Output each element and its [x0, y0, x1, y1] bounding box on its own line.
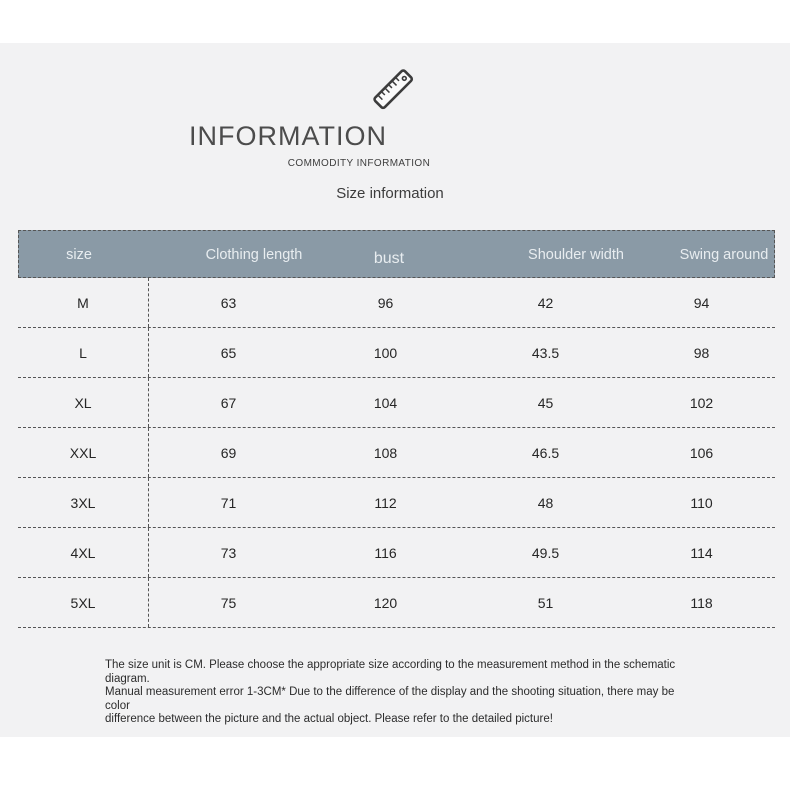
- size-cell: M: [18, 278, 149, 327]
- value-cell: 114: [690, 544, 713, 561]
- table-row: [18, 428, 775, 478]
- value-cell: 42: [537, 294, 554, 311]
- ruler-icon: [366, 62, 420, 116]
- value-cell: 102: [689, 394, 714, 411]
- value-cell: 104: [373, 394, 398, 411]
- value-cell: 120: [373, 594, 398, 611]
- table-header: [18, 230, 775, 278]
- value-cell: 94: [693, 294, 710, 311]
- table-row: [18, 578, 775, 628]
- column-header-clothing-length: Clothing length: [205, 247, 303, 263]
- page-title: INFORMATION: [189, 121, 387, 151]
- size-cell: XXL: [18, 428, 149, 477]
- value-cell: 75: [220, 594, 237, 611]
- note-line: Manual measurement error 1-3CM* Due to the difference of the display and the shooting situation, there may be color: [105, 686, 675, 712]
- value-cell: 46.5: [531, 444, 560, 461]
- size-cell: 5XL: [18, 578, 149, 627]
- value-cell: 96: [377, 294, 394, 311]
- size-table: [18, 230, 775, 628]
- value-cell: 110: [690, 494, 713, 511]
- note-line: difference between the picture and the actual object. Please refer to the detailed picture!: [105, 713, 553, 725]
- page-subtitle: COMMODITY INFORMATION: [287, 158, 431, 169]
- column-header-bust: bust: [373, 250, 405, 267]
- note-line: The size unit is CM. Please choose the appropriate size according to the measurement method in the schematic diagram.: [105, 659, 676, 685]
- value-cell: 65: [220, 344, 237, 361]
- value-cell: 73: [220, 544, 237, 561]
- size-cell: XL: [18, 378, 149, 427]
- column-header-shoulder-width: Shoulder width: [528, 247, 624, 263]
- section-title: Size information: [336, 185, 444, 202]
- value-cell: 116: [374, 544, 397, 561]
- column-header-size: size: [66, 247, 92, 263]
- column-header-swing-around: Swing around: [679, 247, 769, 263]
- value-cell: 63: [220, 294, 237, 311]
- size-notes: [105, 659, 685, 727]
- value-cell: 48: [537, 494, 554, 511]
- table-row: [18, 378, 775, 428]
- table-body: [18, 278, 775, 628]
- value-cell: 51: [537, 594, 554, 611]
- value-cell: 43.5: [531, 344, 560, 361]
- size-cell: 3XL: [18, 478, 149, 527]
- value-cell: 49.5: [531, 544, 560, 561]
- size-cell: 4XL: [18, 528, 149, 577]
- value-cell: 45: [537, 394, 554, 411]
- table-row: [18, 328, 775, 378]
- value-cell: 71: [220, 494, 237, 511]
- size-cell: L: [18, 328, 149, 377]
- table-row: [18, 478, 775, 528]
- value-cell: 98: [693, 344, 710, 361]
- value-cell: 100: [373, 344, 398, 361]
- value-cell: 67: [220, 394, 237, 411]
- table-row: [18, 278, 775, 328]
- table-row: [18, 528, 775, 578]
- value-cell: 118: [690, 594, 713, 611]
- value-cell: 112: [374, 494, 397, 511]
- value-cell: 106: [689, 444, 714, 461]
- value-cell: 108: [373, 444, 398, 461]
- value-cell: 69: [220, 444, 237, 461]
